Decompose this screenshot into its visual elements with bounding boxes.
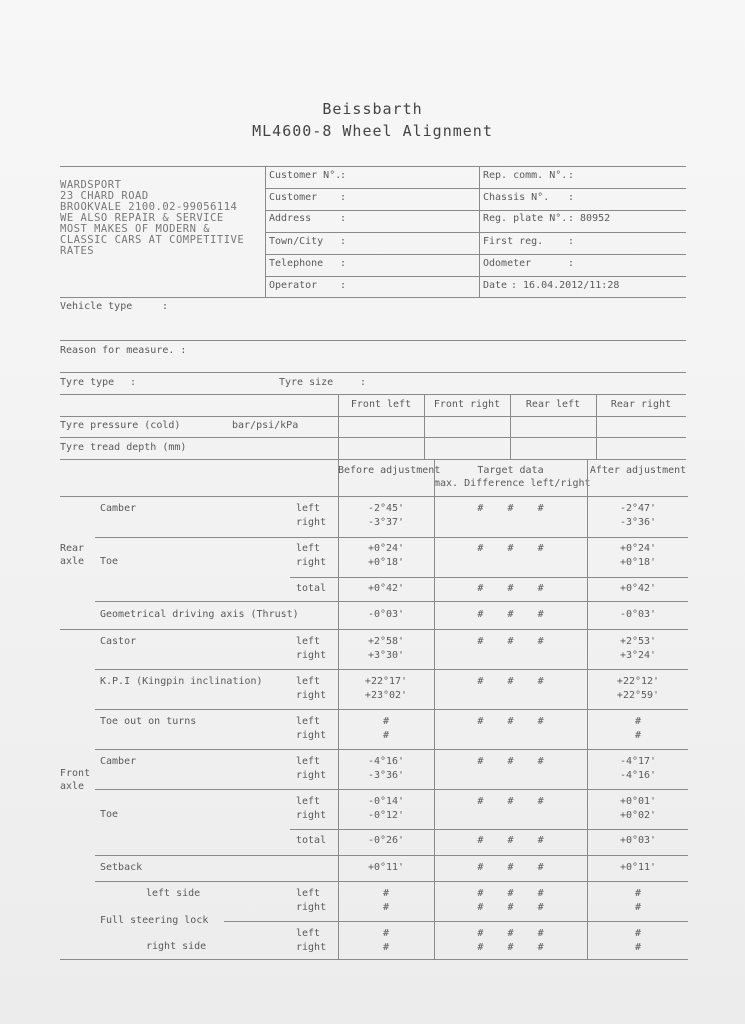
odometer-label: Odometer <box>483 258 532 269</box>
side-label: left <box>296 888 321 899</box>
side-label: left <box>296 676 321 687</box>
date-value: : 16.04.2012/11:28 <box>511 280 620 291</box>
before-value: -0°14' <box>367 796 405 807</box>
before-value: +2°58' <box>367 636 405 647</box>
after-value: -4°17' <box>619 756 657 767</box>
front-axle-label-2: axle <box>60 781 85 792</box>
after-value: # <box>634 942 642 953</box>
total-label: total <box>296 583 327 594</box>
target-value: # # # <box>477 902 544 913</box>
target-value: # # # <box>477 928 544 939</box>
side-label: right <box>296 517 327 528</box>
telephone-label: Telephone <box>269 258 324 269</box>
target-value: # # # <box>477 862 544 873</box>
before-value: +0°11' <box>367 862 405 873</box>
tyre-tread-label: Tyre tread depth (mm) <box>60 442 187 453</box>
before-value: -0°12' <box>367 810 405 821</box>
steer-left-side-label: left side <box>146 888 201 899</box>
before-value: +3°30' <box>367 650 405 661</box>
tyre-pressure-label: Tyre pressure (cold) <box>60 420 181 431</box>
before-value: -0°03' <box>367 609 405 620</box>
address-value: : <box>340 213 347 224</box>
full-steering-lock-label: Full steering lock <box>100 915 209 926</box>
target-value: # # # <box>477 583 544 594</box>
town-value: : <box>340 236 347 247</box>
front-axle-label: Front <box>60 768 91 779</box>
col-rear-right: Rear right <box>610 399 672 410</box>
address-line: MOST MAKES OF MODERN & <box>60 223 211 235</box>
tyre-size-value: : <box>360 377 367 388</box>
first-reg-label: First reg. <box>483 236 544 247</box>
after-value: -4°16' <box>619 770 657 781</box>
odometer-value: : <box>568 258 575 269</box>
after-value: # <box>634 730 642 741</box>
after-value: # <box>634 902 642 913</box>
reg-plate-label: Reg. plate N°. <box>483 213 568 224</box>
after-value: +0°18' <box>619 557 657 568</box>
reason-label: Reason for measure. : <box>60 345 187 356</box>
tyre-pressure-unit: bar/psi/kPa <box>232 420 299 431</box>
side-label: left <box>296 636 321 647</box>
target-value: # # # <box>477 716 544 727</box>
side-label: left <box>296 928 321 939</box>
after-value: +0°03' <box>619 835 657 846</box>
address-line: RATES <box>60 245 95 257</box>
target-value: # # # <box>477 676 544 687</box>
operator-label: Operator <box>269 280 318 291</box>
address-label: Address <box>269 213 312 224</box>
after-value: +2°53' <box>619 636 657 647</box>
side-label: right <box>296 690 327 701</box>
customer-value: : <box>340 192 347 203</box>
kpi-label: K.P.I (Kingpin inclination) <box>100 676 263 687</box>
target-value: # # # <box>477 942 544 953</box>
steer-right-side-label: right side <box>146 941 207 952</box>
before-value: +0°18' <box>367 557 405 568</box>
rear-camber-label: Camber <box>100 503 137 514</box>
target-value: # # # <box>477 543 544 554</box>
rep-comm-value: : <box>568 170 575 181</box>
reg-plate-value: : 80952 <box>568 213 611 224</box>
before-value: # <box>382 902 390 913</box>
side-label: right <box>296 902 327 913</box>
target-data-header: Target data <box>477 465 544 476</box>
side-label: right <box>296 810 327 821</box>
before-value: -3°37' <box>367 517 405 528</box>
before-value: -3°36' <box>367 770 405 781</box>
operator-value: : <box>340 280 347 291</box>
side-label: left <box>296 543 321 554</box>
side-label: right <box>296 730 327 741</box>
front-camber-label: Camber <box>100 756 137 767</box>
before-value: -0°26' <box>367 835 405 846</box>
address-line: WE ALSO REPAIR & SERVICE <box>60 212 224 224</box>
castor-label: Castor <box>100 636 137 647</box>
before-value: # <box>382 942 390 953</box>
col-front-left: Front left <box>350 399 412 410</box>
before-value: +22°17' <box>364 676 408 687</box>
thrust-label: Geometrical driving axis (Thrust) <box>100 609 299 620</box>
after-value: # <box>634 716 642 727</box>
first-reg-value: : <box>568 236 575 247</box>
before-value: +23°02' <box>364 690 408 701</box>
before-value: # <box>382 928 390 939</box>
town-label: Town/City <box>269 236 324 247</box>
side-label: left <box>296 503 321 514</box>
setback-label: Setback <box>100 862 143 873</box>
after-value: +0°42' <box>619 583 657 594</box>
before-value: # <box>382 716 390 727</box>
before-value: -2°45' <box>367 503 405 514</box>
rep-comm-label: Rep. comm. N°. <box>483 170 568 181</box>
date-label: Date <box>483 280 508 291</box>
customer-number-value: : <box>340 170 347 181</box>
target-value: # # # <box>477 756 544 767</box>
before-value: # <box>382 888 390 899</box>
side-label: right <box>296 770 327 781</box>
after-value: -3°36' <box>619 517 657 528</box>
address-line: WARDSPORT <box>60 179 122 191</box>
max-difference-header: max. Difference left/right <box>434 478 591 489</box>
customer-label: Customer <box>269 192 318 203</box>
before-value: +0°24' <box>367 543 405 554</box>
side-label: right <box>296 557 327 568</box>
target-value: # # # <box>477 636 544 647</box>
workshop-address <box>60 180 244 257</box>
after-value: -0°03' <box>619 609 657 620</box>
target-value: # # # <box>477 503 544 514</box>
side-label: right <box>296 942 327 953</box>
after-value: -2°47' <box>619 503 657 514</box>
address-line: CLASSIC CARS AT COMPETITIVE <box>60 234 245 246</box>
chassis-label: Chassis N°. <box>483 192 550 203</box>
after-value: +22°12' <box>616 676 660 687</box>
before-value: -4°16' <box>367 756 405 767</box>
target-value: # # # <box>477 609 544 620</box>
side-label: right <box>296 650 327 661</box>
after-value: +3°24' <box>619 650 657 661</box>
rear-axle-label: Rear <box>60 543 85 554</box>
target-value: # # # <box>477 888 544 899</box>
after-value: +0°01' <box>619 796 657 807</box>
before-value: +0°42' <box>367 583 405 594</box>
brand-title: Beissbarth <box>322 100 423 118</box>
after-value: # <box>634 888 642 899</box>
tyre-type-value: : <box>130 377 137 388</box>
after-adjustment-header: After adjustment <box>589 465 687 476</box>
after-value: +0°11' <box>619 862 657 873</box>
before-adjustment-header: Before adjustment <box>338 465 441 476</box>
side-label: left <box>296 716 321 727</box>
target-value: # # # <box>477 796 544 807</box>
rear-toe-label: Toe <box>100 556 119 567</box>
target-value: # # # <box>477 835 544 846</box>
col-rear-left: Rear left <box>525 399 581 410</box>
toe-turns-label: Toe out on turns <box>100 716 197 727</box>
after-value: # <box>634 928 642 939</box>
address-line: 23 CHARD ROAD <box>60 190 149 202</box>
side-label: left <box>296 796 321 807</box>
before-value: # <box>382 730 390 741</box>
vehicle-type-label: Vehicle type <box>60 301 133 312</box>
address-line: BROOKVALE 2100.02-99056114 <box>60 201 238 213</box>
customer-number-label: Customer N°. <box>269 170 342 181</box>
telephone-value: : <box>340 258 347 269</box>
after-value: +22°59' <box>616 690 660 701</box>
tyre-size-label: Tyre size <box>279 377 334 388</box>
chassis-value: : <box>568 192 575 203</box>
total-label: total <box>296 835 327 846</box>
col-front-right: Front right <box>433 399 501 410</box>
after-value: +0°24' <box>619 543 657 554</box>
after-value: +0°02' <box>619 810 657 821</box>
report-title: ML4600-8 Wheel Alignment <box>252 122 493 140</box>
tyre-type-label: Tyre type <box>60 377 115 388</box>
front-toe-label: Toe <box>100 809 119 820</box>
vehicle-type-value: : <box>162 301 169 312</box>
side-label: left <box>296 756 321 767</box>
rear-axle-label-2: axle <box>60 556 85 567</box>
